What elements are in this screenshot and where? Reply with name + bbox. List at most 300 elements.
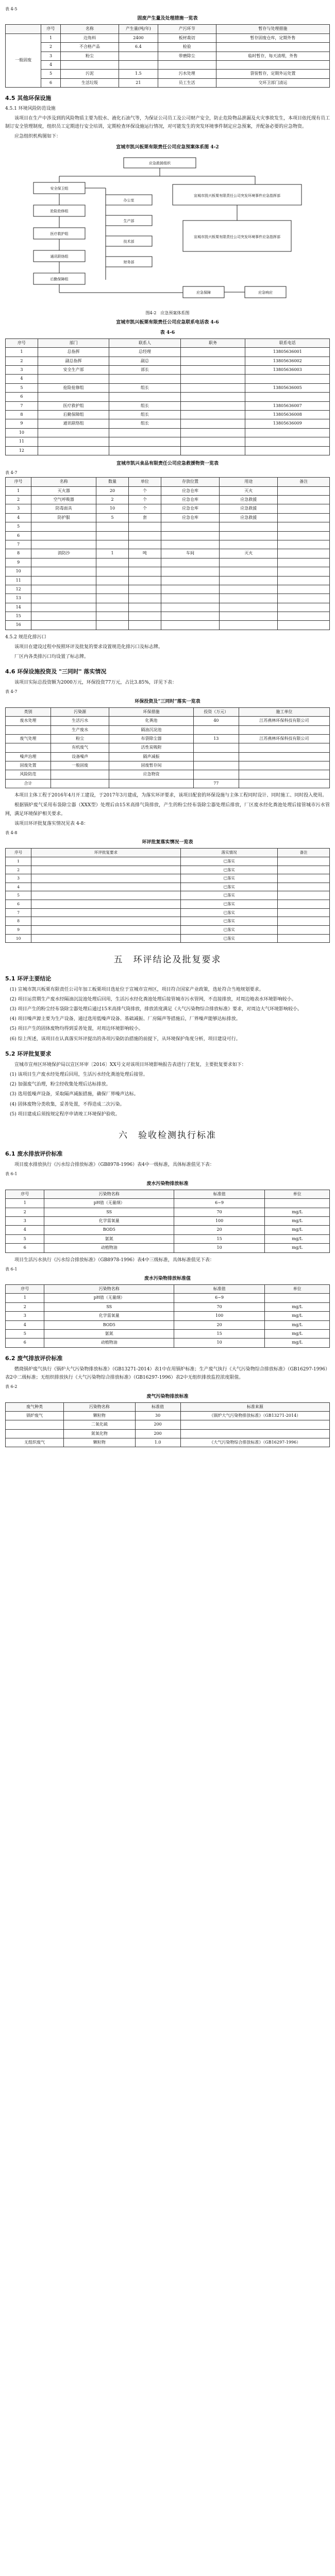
table-cell (161, 558, 219, 567)
table-cell: 二氧化硫 (64, 1420, 135, 1429)
table-cell: 设备噪声 (51, 752, 109, 761)
table-cell: 生产废水 (51, 725, 109, 734)
table-cell: 江苏燕林环保科技有限公司 (239, 717, 329, 725)
paragraph: 项目生活污水执行《污水综合排放标准》（GB8978-1996）表4中三级标准，具体标准值见下表： (14, 1257, 214, 1263)
table-cell (278, 934, 330, 943)
table-cell: 已落实 (180, 934, 278, 943)
table-row (6, 866, 330, 874)
table-header: 备注 (278, 849, 330, 857)
table-cell: 7 (6, 540, 31, 549)
table-cell: 2 (96, 496, 129, 504)
table-cell (180, 410, 245, 419)
table-cell: 6~9 (174, 1294, 265, 1302)
table-cell: 10 (174, 1338, 265, 1347)
table-row (6, 540, 330, 549)
table-row (6, 446, 330, 455)
table-cell: 2 (6, 357, 38, 365)
table-cell (278, 576, 330, 585)
table-row (6, 1320, 330, 1329)
table-cell: 已落实 (180, 925, 278, 934)
table-cell (31, 621, 96, 630)
table-cell: 氨氮 (44, 1330, 174, 1338)
table-header: 序号 (6, 849, 31, 857)
table-header: 污染物名称 (64, 1402, 135, 1411)
list-item: (6) 综上所述，该项目在认真落实环评提出的各项污染防治措施的前提下，从环境保护角度分析，项目建设可行。 (10, 1036, 241, 1042)
table-cell: 14 (6, 603, 31, 612)
table-cell (6, 1420, 64, 1429)
table-cell: 空气呼吸器 (31, 496, 96, 504)
table-cell: mg/L (265, 1320, 330, 1329)
svg-text:生产部: 生产部 (123, 218, 135, 223)
table-header: 污染物名称 (44, 1285, 174, 1294)
table-cell (278, 612, 330, 621)
table-row (6, 874, 330, 883)
table-header: 暂存与处理措施 (216, 25, 329, 33)
table-cell (193, 752, 239, 761)
approval-list (5, 1071, 330, 1118)
table-cell: 组长 (109, 401, 180, 410)
table-row (6, 531, 330, 540)
table-cell (239, 752, 329, 761)
table-row (6, 496, 330, 504)
list-item: (4) 固体废物分类收集，妥善处置，不得造成二次污染。 (10, 1101, 125, 1107)
table-cell (278, 603, 330, 612)
table-cell: 15 (6, 612, 31, 621)
table-cell (220, 576, 278, 585)
paragraph: 厂区内各类排污口均设置了标志牌。 (14, 654, 89, 659)
table-cell: 固废暂存间 (109, 761, 194, 770)
table-cell (96, 594, 129, 603)
table-header: 投资（万元） (193, 707, 239, 716)
table-cell (161, 603, 219, 612)
table-cell (96, 531, 129, 540)
table-header-row (6, 478, 330, 486)
table-row (6, 717, 330, 725)
table-cell (31, 585, 96, 594)
table-label: 表 6-2 (5, 1384, 18, 1389)
table-cell: 12 (6, 585, 31, 594)
table-cell: 通讯联络组 (38, 419, 109, 428)
table-row (6, 594, 330, 603)
table-cell (6, 743, 51, 752)
table-cell (31, 891, 180, 900)
table-title: 宣城市凯兴食品有限责任公司应急救援物资一览表 (116, 461, 219, 466)
table-cell: 3 (6, 365, 38, 374)
svg-text:宣城市凯兴板栗有限责任公司突发环境事件应急指挥部: 宣城市凯兴板栗有限责任公司突发环境事件应急指挥部 (194, 193, 280, 198)
table-cell (245, 437, 330, 446)
table-header: 废气种类 (6, 1402, 64, 1411)
table-cell (265, 1294, 330, 1302)
table-cell (278, 900, 330, 909)
table-cell: 20 (174, 1226, 265, 1234)
table-cell (239, 779, 329, 788)
table-cell (193, 743, 239, 752)
table-cell (220, 522, 278, 531)
table-cell: 组长 (109, 410, 180, 419)
table-row (6, 549, 330, 558)
table-cell (239, 725, 329, 734)
table-cell: 2 (6, 1208, 44, 1216)
table-row (6, 752, 330, 761)
table-cell (96, 522, 129, 531)
table-row (6, 1199, 330, 1208)
table-cell: 灭火 (220, 549, 278, 558)
table-row (6, 1420, 330, 1429)
table-label: 表 4-7 (5, 470, 18, 475)
table-row (6, 1294, 330, 1302)
table-cell (31, 594, 96, 603)
table-cell: 8 (6, 917, 31, 926)
paragraph: 根据锅炉废气采用布袋除尘器（XXX型）处理后由15米高排气筒排放，产生的粉尘经布袋除尘器处理后排放，厂区废水经化粪池处理后接管城市污水管网，满足环境保护相关要求。 (5, 803, 330, 817)
table-cell: 已落实 (180, 917, 278, 926)
table-cell: 5 (6, 1330, 44, 1338)
table-cell: 一般固废 (6, 33, 41, 87)
table-cell (31, 900, 180, 909)
paragraph: 该项目在生产中涉及到的风险物质主要为胶水、液化石油气等，为保证公司员工及公司财产安全，防止危险物品泄漏及火灾事故发生，本项目依托现有员工制订安全管理制度，组织员工定期进行安全培训，定期检查环保设施运行情况，对可能发生的突发环境事件制定应急预案，并配备必要的应急物资。 (5, 116, 330, 130)
svg-text:通讯联络组: 通讯联络组 (50, 254, 69, 259)
table-header: 序号 (6, 1285, 44, 1294)
table-cell: 套 (129, 513, 161, 522)
table-cell: 灭火 (220, 486, 278, 495)
list-item: (5) 项目产生的固体废物均得到妥善处置，对周边环境影响较小。 (10, 1026, 143, 1032)
table-cell: 13805636009 (245, 419, 330, 428)
org-box-label: 应急救援组织 (149, 161, 171, 165)
investment-table (5, 707, 330, 789)
table-cell (31, 883, 180, 891)
table-row (6, 1208, 330, 1216)
table-row (6, 1302, 330, 1311)
table-cell (180, 446, 245, 455)
table-cell: 8 (6, 410, 38, 419)
table-cell: 废气处理 (6, 734, 51, 743)
table-cell (161, 576, 219, 585)
table-label: 表 4-7 (5, 689, 18, 694)
table-cell (129, 621, 161, 630)
table-cell: 无组织废气 (6, 1438, 64, 1447)
table-cell (278, 857, 330, 866)
table-cell (31, 908, 180, 917)
table-cell: 副总 (109, 357, 180, 365)
table-row (6, 419, 330, 428)
table-cell (161, 567, 219, 576)
table-row (6, 522, 330, 531)
list-item: (4) 项目噪声源主要为生产设备，通过选用低噪声设备、基础减振、厂房隔声等措施后，厂界噪声能够达标排放。 (10, 1016, 241, 1022)
table-cell (180, 1420, 329, 1429)
table-cell (278, 891, 330, 900)
table-cell: 7 (6, 908, 31, 917)
table-row (6, 770, 330, 779)
table-cell (31, 540, 96, 549)
table-cell (278, 917, 330, 926)
table-cell: 1 (6, 486, 31, 495)
table-row (6, 1226, 330, 1234)
table-cell (278, 594, 330, 603)
table-header: 污染物名称 (44, 1190, 174, 1198)
section-heading: 4.6 环保设施投资及 "三同时" 落实情况 (5, 668, 107, 675)
table-cell: 后勤保障组 (38, 410, 109, 419)
table-label: 表 4-8 (5, 831, 18, 835)
table-cell (96, 567, 129, 576)
table-cell: 防毒面具 (31, 504, 96, 513)
table-cell (278, 558, 330, 567)
table-cell: 13 (6, 594, 31, 603)
svg-text:医疗救护组: 医疗救护组 (50, 231, 69, 236)
table-row (6, 603, 330, 612)
table-cell: 200 (135, 1420, 180, 1429)
table-cell (31, 857, 180, 866)
table-caption: 废水污染物排放标准 (146, 1181, 189, 1187)
table-cell (96, 558, 129, 567)
table-cell (161, 522, 219, 531)
table-cell (6, 1429, 64, 1438)
table-cell: 应急救援 (220, 513, 278, 522)
table-cell (38, 437, 109, 446)
table-cell (278, 866, 330, 874)
table-cell: 应急仓库 (161, 486, 219, 495)
table-cell (129, 585, 161, 594)
table-cell: 13805636005 (245, 383, 330, 392)
svg-text:宣城市凯兴板栗有限责任公司突发环境事件应急指挥部: 宣城市凯兴板栗有限责任公司突发环境事件应急指挥部 (194, 234, 280, 239)
table-row (6, 779, 330, 788)
table-cell: 13805636007 (245, 401, 330, 410)
table-cell (180, 419, 245, 428)
table-cell (31, 576, 96, 585)
table-cell (109, 428, 180, 437)
list-item: (1) 该项目生产废水经处理后回用，生活污水经化粪池处理后接管。 (10, 1072, 148, 1077)
table-row (6, 925, 330, 934)
table-cell: 10 (96, 504, 129, 513)
table-cell: 化粪池 (109, 717, 194, 725)
table-cell (180, 375, 245, 383)
table-cell (161, 585, 219, 594)
table-cell: 已落实 (180, 866, 278, 874)
table-cell: 15 (174, 1330, 265, 1338)
table-row (6, 1438, 330, 1447)
table-cell: 5 (6, 383, 38, 392)
table-header: 序号 (6, 338, 38, 347)
table-cell: 10 (6, 428, 38, 437)
table-row (6, 383, 330, 392)
table-cell: 活性炭吸附 (109, 743, 194, 752)
subsection-heading: 4.5.2 规范化排污口 (5, 634, 46, 640)
table-cell: mg/L (265, 1226, 330, 1234)
table-row (6, 504, 330, 513)
table-row (6, 908, 330, 917)
section-heading: 6.1 废水排放评价标准 (5, 1150, 63, 1158)
table-cell (51, 770, 109, 779)
table-cell: 200 (135, 1429, 180, 1438)
table-cell: 1 (6, 857, 31, 866)
table-cell (109, 446, 180, 455)
table-cell: 有机废气 (51, 743, 109, 752)
section-heading: 6.2 废气排放评价标准 (5, 1354, 63, 1362)
table-cell (109, 393, 180, 401)
svg-text:后勤保障组: 后勤保障组 (50, 277, 69, 281)
paragraph: 本项目主体工程于2016年4月开工建设，于2017年3月建成，为落实环评要求，该项目配套的环保设施与主体工程同时设计、同时施工、同时投入使用。 (14, 793, 327, 799)
table-cell: 70 (174, 1208, 265, 1216)
table-cell: 颗粒物 (64, 1411, 135, 1420)
table-row (6, 743, 330, 752)
table-cell: BOD5 (44, 1226, 174, 1234)
table-cell: 废水处理 (6, 717, 51, 725)
table-cell: 5 (6, 891, 31, 900)
table-cell: 9 (6, 925, 31, 934)
table-caption: 固废产生量及处理措施一览表 (137, 16, 198, 22)
table-cell (278, 883, 330, 891)
table-row (6, 1216, 330, 1225)
table-cell (31, 917, 180, 926)
table-cell: 已落实 (180, 891, 278, 900)
table-cell: 灭火器 (31, 486, 96, 495)
table-cell (278, 531, 330, 540)
wastewater-standard-table (5, 1190, 330, 1253)
table-cell (180, 365, 245, 374)
paragraph: 该项目环评批复落实情况见表 4-8： (14, 821, 89, 826)
table-cell: 应急仓库 (161, 513, 219, 522)
table-cell: mg/L (265, 1208, 330, 1216)
table-header-row (6, 1402, 330, 1411)
table-header: 落实情况 (180, 849, 278, 857)
table-cell: 12 (6, 446, 38, 455)
table-cell: 动植物油 (44, 1338, 174, 1347)
table-cell: mg/L (265, 1312, 330, 1320)
table-cell: 江苏燕林环保科技有限公司 (239, 734, 329, 743)
table-cell (96, 585, 129, 594)
table-cell: 40 (193, 717, 239, 725)
table-header: 序号 (6, 1190, 44, 1198)
table-row (6, 934, 330, 943)
table-header: 用途 (220, 478, 278, 486)
table-header: 环保措施 (109, 707, 194, 716)
table-cell (245, 375, 330, 383)
table-cell: 13805636001 (245, 348, 330, 357)
table-row (6, 375, 330, 383)
table-row (6, 428, 330, 437)
table-cell: 应急救援 (220, 496, 278, 504)
table-row (6, 437, 330, 446)
table-cell (278, 549, 330, 558)
table-cell: 1 (6, 348, 38, 357)
table-cell: 安全生产部 (38, 365, 109, 374)
table-cell (180, 357, 245, 365)
table-cell: mg/L (265, 1338, 330, 1347)
table-cell (129, 558, 161, 567)
table-cell (180, 428, 245, 437)
table-cell (278, 621, 330, 630)
table-row (6, 365, 330, 374)
table-cell (278, 522, 330, 531)
table-cell (278, 504, 330, 513)
table-cell (31, 925, 180, 934)
table-cell: 9 (6, 558, 31, 567)
table-header: 单位 (265, 1190, 330, 1198)
table-cell: 化学需氧量 (44, 1312, 174, 1320)
table-cell: 16 (6, 621, 31, 630)
table-row (6, 883, 330, 891)
table-cell (220, 594, 278, 603)
table-cell: 部长 (109, 365, 180, 374)
table-header: 联系电话 (245, 338, 330, 347)
table-cell: 10 (174, 1244, 265, 1252)
table-header: 序号 (6, 478, 31, 486)
table-cell: 应急仓库 (161, 496, 219, 504)
table-row (6, 857, 330, 866)
subsection-heading: 4.5.1 环境风险防范设施 (5, 106, 56, 112)
table-cell (220, 531, 278, 540)
table-cell (180, 383, 245, 392)
table-cell: 1 (6, 1294, 44, 1302)
table-cell (31, 531, 96, 540)
table-row (6, 558, 330, 567)
table-cell: 已落实 (180, 857, 278, 866)
table-cell (96, 612, 129, 621)
table-cell: 动植物油 (44, 1244, 174, 1252)
table-cell: 11 (6, 437, 38, 446)
table-cell: mg/L (265, 1244, 330, 1252)
table-cell (278, 567, 330, 576)
table-cell: 固废处置 (6, 761, 51, 770)
table-cell: 10 (6, 934, 31, 943)
table-cell: 6 (6, 1338, 44, 1347)
table-cell (31, 874, 180, 883)
table-cell: 1 (96, 549, 129, 558)
table-header: 污染源 (51, 707, 109, 716)
table-header: 产污环节 (158, 25, 216, 33)
table-cell (96, 540, 129, 549)
table-cell: 吨 (129, 549, 161, 558)
table-cell (220, 558, 278, 567)
table-cell: pH值（无量纲） (44, 1294, 174, 1302)
table-cell (278, 486, 330, 495)
table-cell: 车间 (161, 549, 219, 558)
table-cell (129, 603, 161, 612)
list-item: (3) 项目产生的粉尘经布袋除尘器处理后通过15米高排气筒排放，排放浓度满足《大气污染物综合排放标准》要求，对周边大气环境影响较小。 (10, 1006, 303, 1012)
table-cell (278, 874, 330, 883)
table-row (6, 761, 330, 770)
table-cell: 氨氮 (44, 1234, 174, 1243)
list-item: (5) 项目建成后须按规定程序申请竣工环境保护验收。 (10, 1111, 120, 1117)
table-cell (278, 908, 330, 917)
table-cell (129, 567, 161, 576)
table-cell: 30 (135, 1411, 180, 1420)
conclusion-list (5, 986, 330, 1043)
table-cell (220, 567, 278, 576)
table-cell: 6~9 (174, 1199, 265, 1208)
table-cell (129, 576, 161, 585)
table-cell: 一般固废 (51, 761, 109, 770)
table-cell (161, 531, 219, 540)
table-cell: 5 (6, 522, 31, 531)
table-cell: 15 (174, 1234, 265, 1243)
table-header: 存放位置 (161, 478, 219, 486)
table-header: 备注 (278, 478, 330, 486)
table-cell: 6 (6, 531, 31, 540)
table-cell (161, 540, 219, 549)
table-cell (180, 401, 245, 410)
table-cell (180, 1429, 329, 1438)
table-cell (129, 531, 161, 540)
table-header: 标准来源 (180, 1402, 329, 1411)
table-cell: 4 (6, 513, 31, 522)
table-cell: 1.0 (135, 1438, 180, 1447)
table-header: 产生量(吨/年) (119, 25, 158, 33)
table-cell (220, 603, 278, 612)
table-header-row (6, 1190, 330, 1198)
table-cell: 锅炉废气 (6, 1411, 64, 1420)
table-cell: mg/L (265, 1216, 330, 1225)
table-cell: 3 (6, 1312, 44, 1320)
table-cell (193, 725, 239, 734)
